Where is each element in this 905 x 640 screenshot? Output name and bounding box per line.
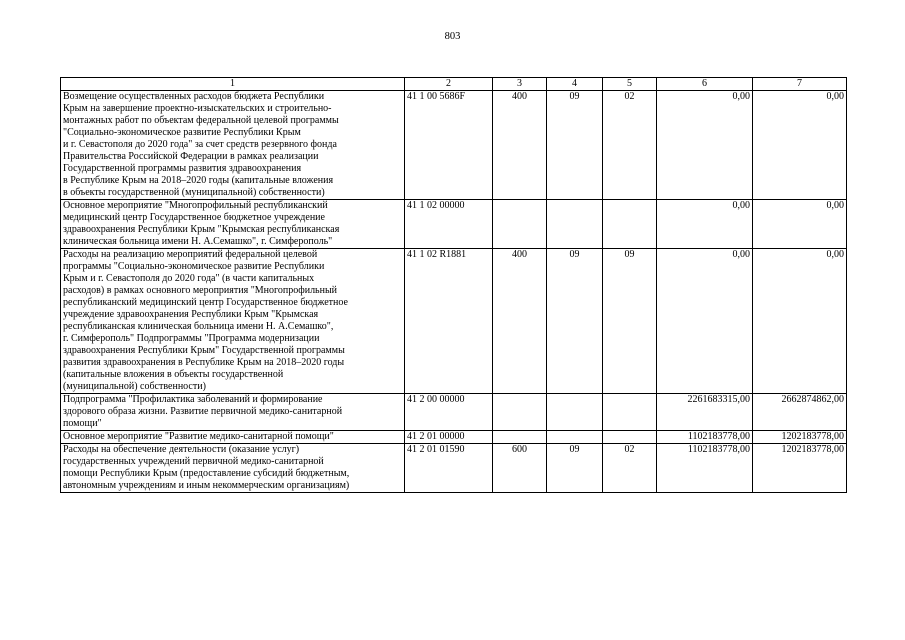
column-header: 5 [603, 78, 657, 91]
column-header: 2 [405, 78, 493, 91]
amount-col6: 1102183778,00 [657, 431, 753, 444]
column-header: 7 [753, 78, 847, 91]
budget-code: 41 2 01 00000 [405, 431, 493, 444]
amount-col6: 0,00 [657, 249, 753, 394]
expense-type [493, 431, 547, 444]
amount-col7: 2662874862,00 [753, 394, 847, 431]
section-code: 09 [547, 444, 603, 493]
column-header: 4 [547, 78, 603, 91]
budget-code: 41 1 02 00000 [405, 200, 493, 249]
section-code [547, 394, 603, 431]
section-code [547, 431, 603, 444]
budget-code: 41 1 02 R1881 [405, 249, 493, 394]
column-header: 3 [493, 78, 547, 91]
table-row [61, 444, 847, 493]
section-code: 09 [547, 91, 603, 200]
table-row [61, 249, 847, 394]
section-code [547, 200, 603, 249]
expense-name: Возмещение осуществленных расходов бюджета Республики Крым на завершение проектно-изыскательских и строительно- монтажных работ по объектам федеральной целевой программы "Социально-экономическое развитие Республики Крым и г. Севастополя до 2020 года" за счет средств резервного фонда Правительства Российской Федерации в рамках реализации Государственной программы развития здравоохранения в Республике Крым на 2018–2020 годы (капитальные вложения в объекты государственной (муниципальной) собственности) [61, 91, 405, 200]
subsection-code: 02 [603, 91, 657, 200]
expense-name: Основное мероприятие "Развитие медико-санитарной помощи" [61, 431, 405, 444]
amount-col6: 2261683315,00 [657, 394, 753, 431]
budget-code: 41 2 00 00000 [405, 394, 493, 431]
expense-name: Подпрограмма "Профилактика заболеваний и формирование здорового образа жизни. Развитие первичной медико-санитарной помощи" [61, 394, 405, 431]
expense-type: 600 [493, 444, 547, 493]
amount-col6: 1102183778,00 [657, 444, 753, 493]
amount-col7: 0,00 [753, 249, 847, 394]
expense-type: 400 [493, 91, 547, 200]
subsection-code: 09 [603, 249, 657, 394]
column-header: 1 [61, 78, 405, 91]
budget-code: 41 2 01 01590 [405, 444, 493, 493]
expense-name: Расходы на обеспечение деятельности (оказание услуг) государственных учреждений первичной медико-санитарной помощи Республики Крым (предоставление субсидий бюджетным, автономным учреждениям и иным некоммерческим организациям) [61, 444, 405, 493]
subsection-code: 02 [603, 444, 657, 493]
table-row [61, 91, 847, 200]
expense-type [493, 394, 547, 431]
amount-col7: 0,00 [753, 200, 847, 249]
column-header: 6 [657, 78, 753, 91]
table-row [61, 200, 847, 249]
expense-name: Основное мероприятие "Многопрофильный республиканский медицинский центр Государственное бюджетное учреждение здравоохранения Республики Крым "Крымская республиканская клиническая больница имени Н. А.Семашко", г. Симферополь" [61, 200, 405, 249]
subsection-code [603, 200, 657, 249]
budget-table [60, 77, 847, 493]
amount-col6: 0,00 [657, 91, 753, 200]
expense-type: 400 [493, 249, 547, 394]
subsection-code [603, 431, 657, 444]
expense-name: Расходы на реализацию мероприятий федеральной целевой программы "Социально-экономическое развитие Республики Крым и г. Севастополя до 2020 года" (в части капитальных расходов) в рамках основного мероприятия "Многопрофильный республиканский медицинский центр Государственное бюджетное учреждение здравоохранения Республики Крым "Крымская республиканская клиническая больница имени Н. А.Семашко", г. Симферополь" Подпрограммы "Программа модернизации здравоохранения Республики Крым" Государственной программы развития здравоохранения в Республике Крым на 2018–2020 годы (капитальные вложения в объекты государственной (муниципальной) собственности) [61, 249, 405, 394]
amount-col7: 1202183778,00 [753, 444, 847, 493]
page-number: 803 [444, 31, 461, 42]
amount-col7: 1202183778,00 [753, 431, 847, 444]
amount-col6: 0,00 [657, 200, 753, 249]
amount-col7: 0,00 [753, 91, 847, 200]
expense-type [493, 200, 547, 249]
subsection-code [603, 394, 657, 431]
header-row [61, 78, 847, 91]
table-row [61, 394, 847, 431]
section-code: 09 [547, 249, 603, 394]
table-row [61, 431, 847, 444]
budget-code: 41 1 00 5686F [405, 91, 493, 200]
